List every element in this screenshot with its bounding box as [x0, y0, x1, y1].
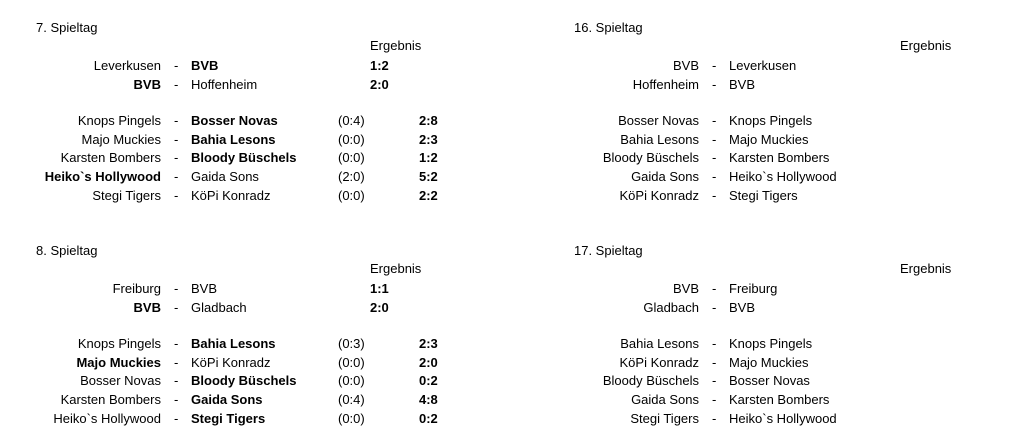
separator: - — [712, 354, 717, 370]
home-team: Bahia Lesons — [620, 131, 699, 147]
separator: - — [712, 58, 717, 73]
home-team: Gaida Sons — [631, 392, 699, 407]
home-team: BVB — [672, 281, 699, 296]
away-team: Leverkusen — [729, 58, 797, 73]
match-row — [574, 335, 1024, 353]
final-score: 0:2 — [419, 410, 438, 426]
away-team: Stegi Tigers — [191, 410, 266, 426]
separator: - — [174, 354, 179, 370]
matchday-title: 17. Spieltag — [574, 243, 643, 258]
final-score: 5:2 — [419, 169, 438, 184]
match-row — [574, 410, 1024, 428]
separator: - — [712, 187, 717, 203]
separator: - — [174, 187, 179, 203]
away-team: Bahia Lesons — [191, 336, 276, 352]
home-team: BVB — [672, 58, 699, 73]
away-team: Heiko`s Hollywood — [729, 169, 837, 184]
away-team: KöPi Konradz — [191, 354, 271, 370]
away-team: Karsten Bombers — [729, 392, 830, 407]
away-team: BVB — [191, 281, 218, 296]
away-team: Hoffenheim — [191, 76, 258, 92]
halftime-score: (0:0) — [338, 131, 365, 147]
home-team: Heiko`s Hollywood — [53, 410, 161, 426]
separator: - — [712, 281, 717, 296]
away-team: Knops Pingels — [729, 336, 813, 352]
separator: - — [174, 76, 179, 92]
home-team: Gaida Sons — [631, 169, 699, 184]
matchday-block — [36, 20, 496, 220]
home-team: KöPi Konradz — [619, 354, 699, 370]
match-row — [36, 280, 496, 298]
separator: - — [174, 410, 179, 426]
home-team: Karsten Bombers — [60, 150, 161, 166]
halftime-score: (0:0) — [338, 410, 365, 426]
result-header: Ergebnis — [900, 38, 952, 53]
home-team: Knops Pingels — [77, 336, 161, 352]
separator: - — [174, 392, 179, 407]
home-team: Majo Muckies — [76, 354, 161, 370]
match-row — [574, 280, 1024, 298]
away-team: Bosser Novas — [729, 373, 810, 389]
separator: - — [712, 169, 717, 184]
home-team: Majo Muckies — [81, 131, 161, 147]
match-row — [574, 149, 1024, 167]
final-score: 2:3 — [419, 131, 438, 147]
away-team: Bloody Büschels — [191, 150, 297, 166]
match-row — [574, 299, 1024, 317]
home-team: Bosser Novas — [618, 113, 699, 129]
home-team: Knops Pingels — [77, 113, 161, 129]
home-team: Heiko`s Hollywood — [44, 169, 161, 184]
separator: - — [712, 336, 717, 352]
matchday-title: 7. Spieltag — [36, 20, 98, 35]
away-team: Gaida Sons — [191, 392, 263, 407]
match-row — [36, 299, 496, 317]
matchday-block — [36, 243, 496, 443]
match-row — [574, 372, 1024, 390]
separator: - — [174, 281, 179, 296]
match-row — [36, 187, 496, 205]
match-row — [574, 57, 1024, 75]
halftime-score: (0:0) — [338, 373, 365, 389]
halftime-score: (0:4) — [338, 113, 365, 129]
away-team: Karsten Bombers — [729, 150, 830, 166]
home-team: Stegi Tigers — [630, 410, 699, 426]
halftime-score: (2:0) — [338, 169, 365, 184]
away-team: Heiko`s Hollywood — [729, 410, 837, 426]
home-team: Bloody Büschels — [602, 150, 699, 166]
home-team: Bloody Büschels — [602, 373, 699, 389]
separator: - — [712, 76, 717, 92]
away-team: Gaida Sons — [191, 169, 259, 184]
matchday-block — [574, 243, 1004, 443]
match-row — [36, 149, 496, 167]
final-score: 2:0 — [419, 354, 438, 370]
halftime-score: (0:0) — [338, 187, 365, 203]
match-row — [36, 354, 496, 372]
away-team: Bosser Novas — [191, 113, 278, 129]
away-team: Stegi Tigers — [729, 187, 798, 203]
match-row — [36, 76, 496, 94]
match-row — [574, 391, 1024, 409]
home-team: Bosser Novas — [80, 373, 161, 389]
match-row — [574, 187, 1024, 205]
final-score: 1:2 — [419, 150, 438, 166]
home-team: Gladbach — [643, 299, 699, 315]
home-team: Stegi Tigers — [92, 187, 161, 203]
result-header: Ergebnis — [370, 261, 422, 276]
away-team: BVB — [729, 299, 756, 315]
away-team: Majo Muckies — [729, 131, 809, 147]
final-score: 1:2 — [370, 58, 389, 73]
result-header: Ergebnis — [370, 38, 422, 53]
final-score: 2:0 — [370, 76, 389, 92]
away-team: Gladbach — [191, 299, 247, 315]
home-team: BVB — [133, 299, 161, 315]
match-row — [36, 112, 496, 130]
matchday-title: 16. Spieltag — [574, 20, 643, 35]
final-score: 2:0 — [370, 299, 389, 315]
separator: - — [174, 336, 179, 352]
away-team: Knops Pingels — [729, 113, 813, 129]
away-team: Freiburg — [729, 281, 778, 296]
away-team: BVB — [729, 76, 756, 92]
final-score: 0:2 — [419, 373, 438, 389]
home-team: Bahia Lesons — [620, 336, 699, 352]
matchday-block — [574, 20, 1004, 220]
separator: - — [712, 299, 717, 315]
final-score: 2:3 — [419, 336, 438, 352]
match-row — [36, 57, 496, 75]
match-row — [36, 372, 496, 390]
away-team: KöPi Konradz — [191, 187, 271, 203]
home-team: Freiburg — [112, 281, 161, 296]
match-row — [36, 335, 496, 353]
match-row — [36, 391, 496, 409]
halftime-score: (0:0) — [338, 354, 365, 370]
halftime-score: (0:3) — [338, 336, 365, 352]
separator: - — [712, 392, 717, 407]
separator: - — [174, 299, 179, 315]
match-row — [36, 410, 496, 428]
final-score: 2:8 — [419, 113, 438, 129]
result-header: Ergebnis — [900, 261, 952, 276]
home-team: Karsten Bombers — [60, 392, 161, 407]
away-team: Bahia Lesons — [191, 131, 276, 147]
final-score: 4:8 — [419, 392, 438, 407]
halftime-score: (0:0) — [338, 150, 365, 166]
separator: - — [712, 150, 717, 166]
separator: - — [712, 113, 717, 129]
match-row — [574, 76, 1024, 94]
match-row — [574, 354, 1024, 372]
final-score: 2:2 — [419, 187, 438, 203]
match-row — [574, 131, 1024, 149]
separator: - — [174, 169, 179, 184]
away-team: Bloody Büschels — [191, 373, 297, 389]
separator: - — [712, 410, 717, 426]
separator: - — [174, 58, 179, 73]
home-team: Hoffenheim — [632, 76, 699, 92]
match-row — [574, 168, 1024, 186]
match-row — [36, 168, 496, 186]
separator: - — [712, 131, 717, 147]
final-score: 1:1 — [370, 281, 389, 296]
away-team: Majo Muckies — [729, 354, 809, 370]
matchday-title: 8. Spieltag — [36, 243, 98, 258]
separator: - — [174, 150, 179, 166]
match-row — [574, 112, 1024, 130]
separator: - — [174, 373, 179, 389]
halftime-score: (0:4) — [338, 392, 365, 407]
separator: - — [174, 131, 179, 147]
home-team: BVB — [133, 76, 161, 92]
match-row — [36, 131, 496, 149]
home-team: Leverkusen — [93, 58, 161, 73]
separator: - — [174, 113, 179, 129]
away-team: BVB — [191, 58, 219, 73]
home-team: KöPi Konradz — [619, 187, 699, 203]
separator: - — [712, 373, 717, 389]
